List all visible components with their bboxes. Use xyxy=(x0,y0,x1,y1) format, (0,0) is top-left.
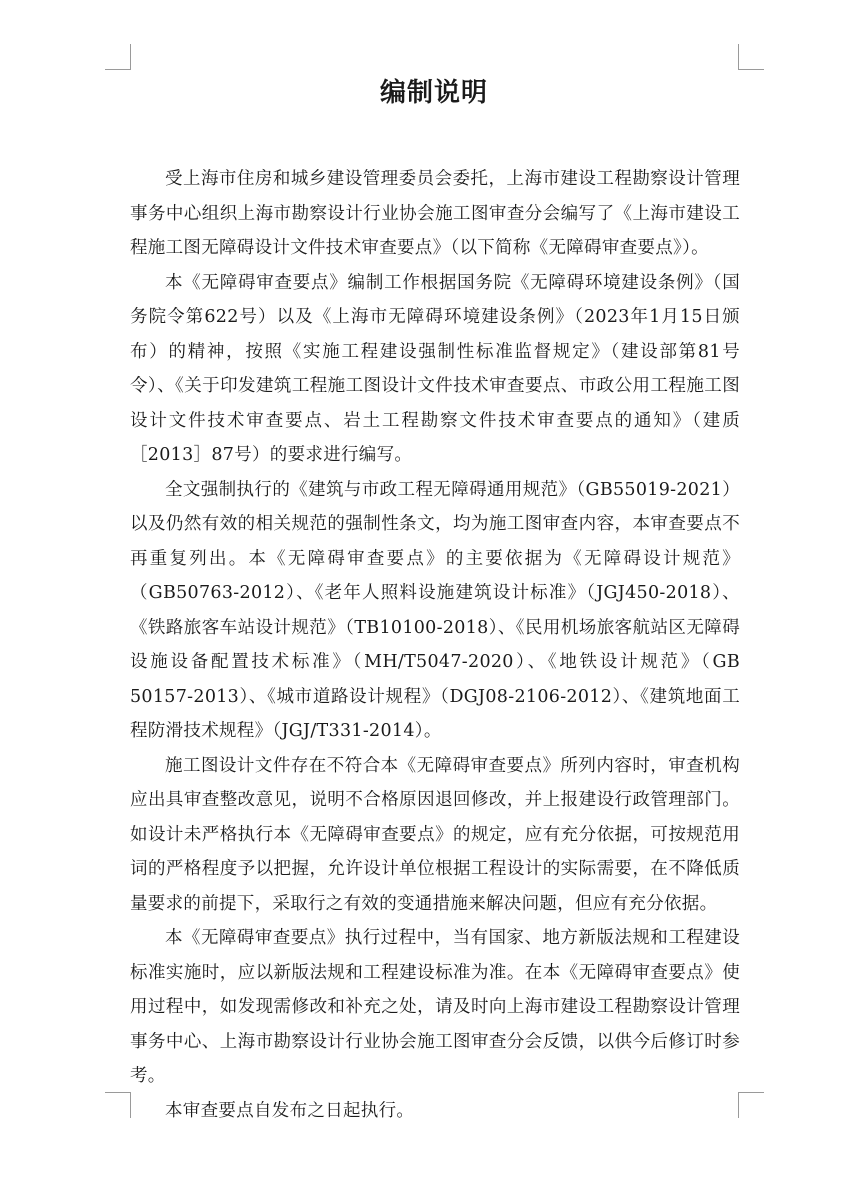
document-body xyxy=(130,162,740,1128)
page-title: 编制说明 xyxy=(379,78,488,108)
paragraph-review-procedure: 施工图设计文件存在不符合本《无障碍审查要点》所列内容时，审查机构应出具审查整改意见，说明不合格原因退回修改，并上报建设行政管理部门。如设计未严格执行本《无障碍审查要点》的规定，应有充分依据，可按规范用词的严格程度予以把握，允许设计单位根据工程设计的实际需要，在不降低质量要求的前提下，采取行之有效的变通措施来解决问题，但应有充分依据。 xyxy=(130,755,740,914)
paragraph-commission: 受上海市住房和城乡建设管理委员会委托，上海市建设工程勘察设计管理事务中心组织上海市勘察设计行业协会施工图审查分会编写了《上海市建设工程施工图无障碍设计文件技术审查要点》（以下简称《无障碍审查要点》）。 xyxy=(130,169,740,258)
paragraph-standards: 全文强制执行的《建筑与市政工程无障碍通用规范》（GB55019-2021）以及仍然有效的相关规范的强制性条文，均为施工图审查内容，本审查要点不再重复列出。本《无障碍审查要点》的主要依据为《无障碍设计规范》（GB50763-2012）、《老年人照料设施建筑设计标准》（JGJ450-2018）、《铁路旅客车站设计规范》（TB10100-2018）、《民用机场旅客航站区无障碍设施设备配置技术标准》（MH/T5047-2020）、《地铁设计规范》（GB 50157-2013）、《城市道路设计规程》（DGJ08-2106-2012）、《建筑地面工程防滑技术规程》（JGJ/T331-2014）。 xyxy=(130,479,740,741)
paragraph-basis: 本《无障碍审查要点》编制工作根据国务院《无障碍环境建设条例》（国务院令第622号）以及《上海市无障碍环境建设条例》（2023年1月15日颁布）的精神，按照《实施工程建设强制性标准监督规定》（建设部第81号令）、《关于印发建筑工程施工图设计文件技术审查要点、市政公用工程施工图设计文件技术审查要点、岩土工程勘察文件技术审查要点的通知》（建质［2013］87号）的要求进行编写。 xyxy=(130,272,740,465)
paragraph-updates: 本《无障碍审查要点》执行过程中，当有国家、地方新版法规和工程建设标准实施时，应以新版法规和工程建设标准为准。在本《无障碍审查要点》使用过程中，如发现需修改和补充之处，请及时向上海市建设工程勘察设计管理事务中心、上海市勘察设计行业协会施工图审查分会反馈，以供今后修订时参考。 xyxy=(130,928,740,1086)
paragraph-effective-date: 本审查要点自发布之日起执行。 xyxy=(165,1100,415,1121)
